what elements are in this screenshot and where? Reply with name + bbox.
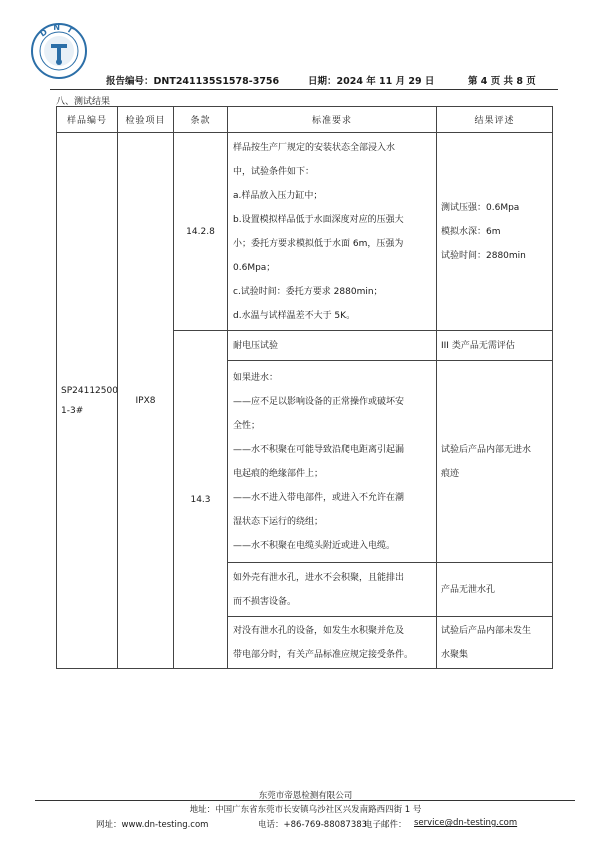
requirement-line: 如果进水： (233, 372, 279, 383)
sample-id-line: SP24112500 (61, 385, 118, 396)
result-cell (437, 563, 553, 617)
requirement-line: 湿状态下运行的绕组； (233, 516, 324, 527)
requirement-line: ——水不进入带电部件，或进入不允许在潮 (233, 492, 405, 503)
result-line: 产品无泄水孔 (441, 584, 496, 595)
requirement-line: ——水不积聚在可能导致沿爬电距离引起漏 (233, 444, 405, 455)
logo-emblem-icon (30, 22, 88, 80)
footer-company: 东莞市帝恩检测有限公司 (258, 791, 353, 801)
requirement-line: ——水不积聚在电缆头附近或进入电缆。 (233, 540, 396, 551)
requirement-line: d.水温与试样温差不大于 5K。 (233, 310, 356, 321)
requirement-line: 样品按生产厂规定的安装状态全部浸入水 (233, 142, 396, 153)
requirement-line: 带电部分时，有关产品标准应规定接受条件。 (233, 649, 414, 660)
clause-cell: 14.2.8 (174, 133, 228, 331)
result-cell (437, 361, 553, 563)
company-logo (30, 22, 88, 80)
result-line: III 类产品无需评估 (441, 340, 515, 351)
requirement-cell (228, 361, 437, 563)
requirement-cell (228, 617, 437, 669)
sample-id-line: 1-3# (61, 405, 84, 416)
requirement-line: 中，试验条件如下： (233, 166, 315, 177)
footer-phone: 电话：+86-769-88087383 (258, 820, 368, 830)
result-line: 试验时间：2880min (441, 250, 526, 261)
requirement-line: ——应不足以影响设备的正常操作或破坏安 (233, 396, 405, 407)
report-date: 日期：2024 年 11 月 29 日 (308, 76, 435, 87)
result-line: 模拟水深：6m (441, 226, 501, 237)
col-header-test-item: 检验项目 (118, 107, 174, 133)
result-line: 试验后产品内部未发生 (441, 625, 532, 636)
test-item-cell: IPX8 (118, 133, 174, 669)
result-line: 水聚集 (441, 649, 469, 660)
result-line: 痕迹 (441, 468, 460, 479)
requirement-line: 0.6Mpa； (233, 262, 276, 273)
col-header-sample-id: 样品编号 (57, 107, 118, 133)
result-line: 测试压强：0.6Mpa (441, 202, 520, 213)
result-cell (437, 133, 553, 331)
result-cell (437, 617, 553, 669)
requirement-line: 耐电压试验 (233, 340, 279, 351)
col-header-requirement: 标准要求 (228, 107, 437, 133)
svg-text:DNT: DNT (38, 22, 80, 39)
requirement-cell (228, 563, 437, 617)
sample-id-cell (57, 133, 118, 669)
footer-email-label: 电子邮件： (364, 820, 407, 830)
requirement-line: b.设置模拟样品低于水面深度对应的压强大 (233, 214, 404, 225)
table-row (57, 133, 553, 331)
result-line: 试验后产品内部无进水 (441, 444, 532, 455)
report-number: 报告编号：DNT241135S1578-3756 (106, 76, 280, 87)
header-divider (50, 89, 558, 90)
requirement-line: a.样品放入压力缸中； (233, 190, 323, 201)
requirement-cell (228, 133, 437, 331)
footer-address: 地址：中国广东省东莞市长安镇乌沙社区兴发南路西四街 1 号 (189, 805, 422, 815)
requirement-line: 小；委托方要求模拟低于水面 6m，压强为 (233, 238, 404, 249)
col-header-result: 结果评述 (437, 107, 553, 133)
requirement-line: 电起痕的绝缘部件上； (233, 468, 324, 479)
requirement-line: c.试验时间：委托方要求 2880min； (233, 286, 383, 297)
footer-website[interactable]: 网址：www.dn-testing.com (96, 820, 209, 830)
result-cell (437, 331, 553, 361)
requirement-line: 而不损害设备。 (233, 596, 297, 607)
footer-divider (35, 800, 575, 801)
requirement-line: 对没有泄水孔的设备，如发生水积聚并危及 (233, 625, 405, 636)
requirement-cell (228, 331, 437, 361)
page-number: 第 4 页 共 8 页 (468, 76, 536, 87)
footer-email-link[interactable]: service@dn-testing.com (414, 818, 518, 828)
section-title: 八、测试结果 (56, 97, 111, 107)
table-header-row (57, 107, 553, 133)
requirement-line: 如外壳有泄水孔，进水不会积聚，且能排出 (233, 572, 405, 583)
clause-cell: 14.3 (174, 331, 228, 669)
results-table (56, 106, 553, 669)
requirement-line: 全性； (233, 420, 261, 431)
col-header-clause: 条款 (174, 107, 228, 133)
